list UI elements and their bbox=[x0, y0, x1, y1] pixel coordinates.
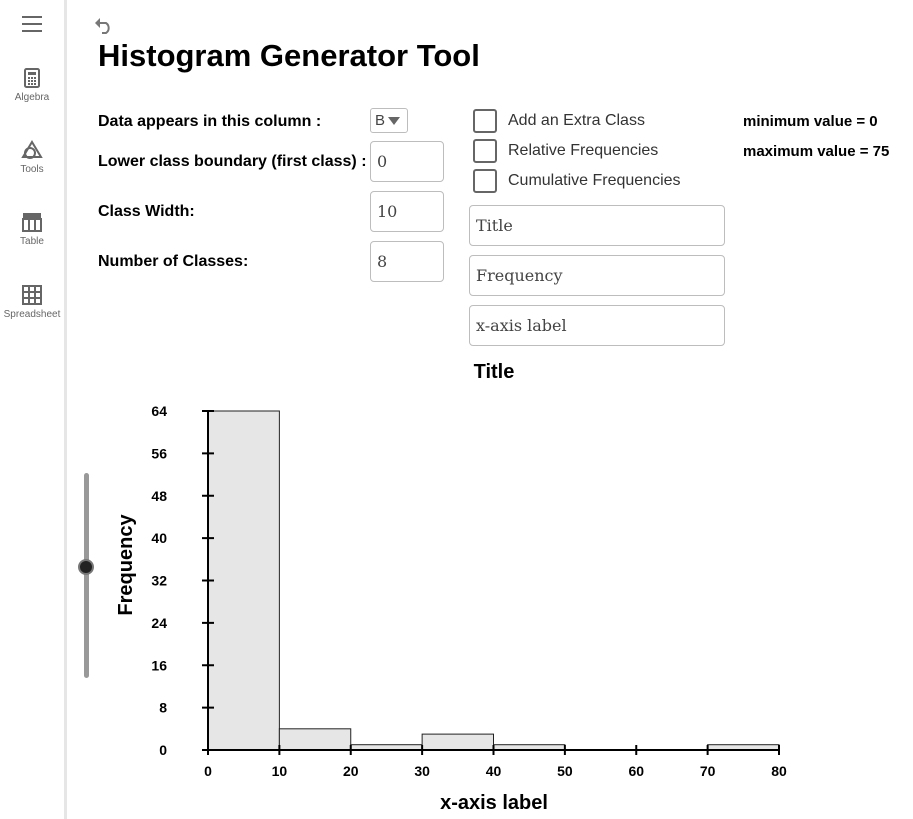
x-tick-label: 80 bbox=[771, 763, 787, 779]
y-tick-label: 56 bbox=[151, 445, 167, 462]
x-tick-label: 50 bbox=[557, 763, 573, 779]
y-tick-label: 64 bbox=[151, 403, 167, 419]
x-tick-label: 30 bbox=[414, 763, 430, 779]
column-label: Data appears in this column : bbox=[98, 113, 322, 130]
x-tick-label: 0 bbox=[204, 763, 212, 779]
number-of-classes-value: 8 bbox=[377, 252, 388, 271]
histogram-bar bbox=[208, 411, 279, 750]
x-tick-label: 40 bbox=[485, 763, 502, 779]
y-tick-label: 32 bbox=[151, 572, 167, 589]
class-width-label: Class Width: bbox=[98, 203, 195, 220]
lower-boundary-value: 0 bbox=[377, 152, 388, 171]
x-tick-label: 10 bbox=[271, 763, 288, 779]
sidebar-item-label: Algebra bbox=[14, 92, 50, 103]
sidebar-item-label: Table bbox=[20, 236, 44, 247]
title-input-value: Title bbox=[476, 216, 513, 235]
maximum-value-text: maximum value = 75 bbox=[743, 143, 890, 160]
y-tick-label: 24 bbox=[151, 614, 167, 631]
x-axis-label: x-axis label bbox=[440, 792, 548, 814]
sidebar-item-label: Tools bbox=[20, 164, 44, 175]
column-select-value: B bbox=[375, 112, 386, 129]
x-label-input-value: x-axis label bbox=[476, 316, 567, 335]
sidebar-item-label: Spreadsheet bbox=[3, 309, 61, 320]
x-tick-label: 20 bbox=[342, 763, 359, 779]
histogram-bar bbox=[422, 734, 493, 750]
y-tick-label: 16 bbox=[151, 657, 167, 674]
cumulative-frequencies-label: Cumulative Frequencies bbox=[508, 172, 681, 189]
lower-boundary-label: Lower class boundary (first class) : bbox=[98, 153, 367, 170]
page-title: Histogram Generator Tool bbox=[98, 38, 480, 73]
x-tick-label: 60 bbox=[628, 763, 645, 779]
chart-title: Title bbox=[473, 361, 515, 383]
class-width-value: 10 bbox=[377, 202, 398, 221]
y-tick-label: 40 bbox=[151, 530, 167, 547]
y-tick-label: 8 bbox=[159, 699, 167, 716]
number-of-classes-label: Number of Classes: bbox=[98, 253, 249, 270]
histogram-bar bbox=[279, 729, 350, 750]
extra-class-label: Add an Extra Class bbox=[508, 112, 645, 129]
y-label-input-value: Frequency bbox=[476, 266, 563, 285]
y-tick-label: 48 bbox=[151, 487, 167, 504]
x-tick-label: 70 bbox=[699, 763, 716, 779]
y-axis-label: Frequency bbox=[115, 514, 137, 616]
minimum-value-text: minimum value = 0 bbox=[743, 113, 878, 130]
y-tick-label: 0 bbox=[159, 742, 167, 758]
relative-frequencies-label: Relative Frequencies bbox=[508, 142, 659, 159]
